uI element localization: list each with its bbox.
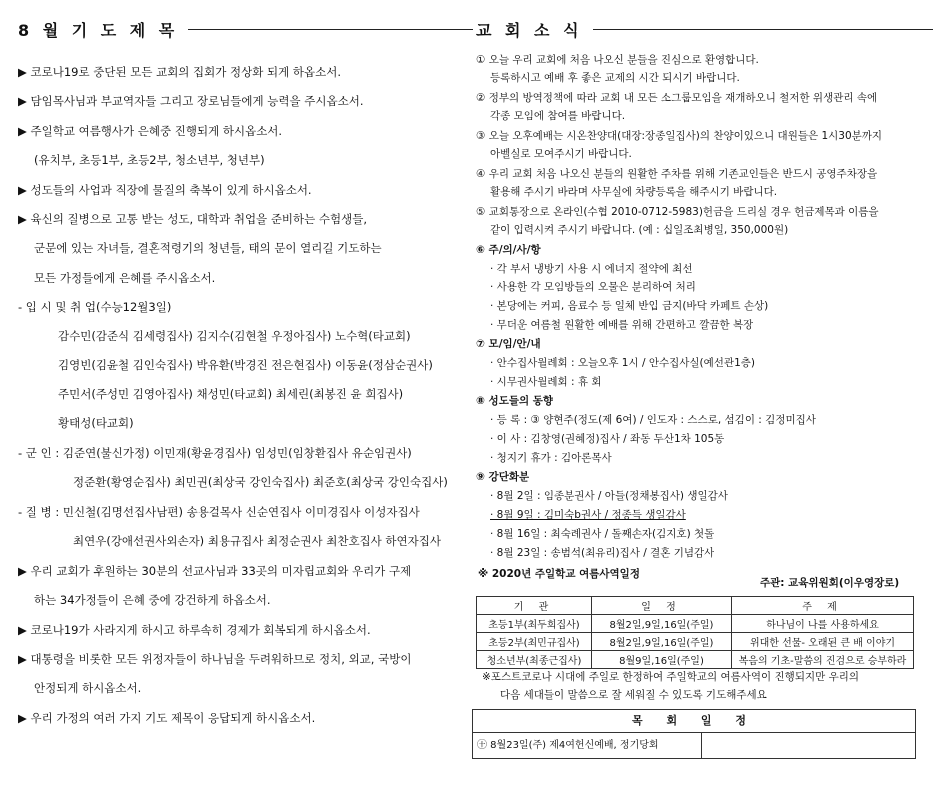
news-line: ⑤ 교회통장으로 온라인(수협 2010-0712-5983)헌금을 드리실 경우 헌금제목과 이름을: [476, 206, 879, 218]
news-line: · 사용한 각 모임방들의 오물은 분리하여 처리: [490, 281, 696, 293]
table-cell: 청소년부(최종근집사): [477, 651, 592, 669]
news-line: · 청지기 휴가 : 김아론목사: [490, 452, 612, 464]
table-row: [477, 615, 914, 633]
news-line: · 이 사 : 김창영(권혜정)집사 / 좌동 두산1차 105동: [490, 433, 725, 445]
news-line: · 본당에는 커피, 음료수 등 일체 반입 금지(바닥 카페트 손상): [490, 300, 769, 312]
news-line: · 등 록 : ③ 양현주(정도(제 6여) / 인도자 : 스스로, 섬김이 : 김정미집사: [490, 414, 816, 426]
table-cell: 복음의 기초-말씀의 진검으로 승부하라: [732, 651, 914, 669]
prayer-header: [18, 18, 473, 41]
ministry-schedule-title: 목 회 일 정: [473, 710, 915, 733]
prayer-line: 군문에 있는 자녀들, 결혼적령기의 청년들, 태의 문이 열리길 기도하는: [34, 241, 382, 255]
prayer-line: 주민서(주성민 김영아집사) 채성민(타교회) 최세린(최봉진 윤 희집사): [58, 387, 404, 401]
news-header: [476, 18, 933, 41]
prayer-title: 8 월 기 도 제 목: [18, 21, 179, 40]
news-line: ③ 오늘 오후예배는 시온찬양대(대장:장종일집사)의 찬양이있으니 대원들은 1시30분까지: [476, 130, 883, 142]
table-cell: 8월2일,9일,16일(주일): [592, 633, 732, 651]
news-title: 교 회 소 식: [476, 21, 583, 40]
ministry-schedule-row: [473, 733, 915, 758]
prayer-line: - 질 병 : 민신철(김명선집사남편) 송용걸목사 신순연집사 이미경집사 이성자집사: [18, 505, 420, 519]
news-line: 등록하시고 예배 후 좋은 교제의 시간 되시기 바랍니다.: [490, 72, 740, 84]
table-row: [477, 633, 914, 651]
prayer-line: - 입 시 및 취 업(수능12월3일): [18, 300, 172, 314]
summer-title: ※ 2020년 주일학교 여름사역일정: [478, 568, 640, 580]
prayer-line: ▶ 코로나19로 중단된 모든 교회의 집회가 정상화 되게 하옵소서.: [18, 65, 341, 79]
prayer-line: 정준환(황영순집사) 최민권(최상국 강인숙집사) 최준호(최상국 강인숙집사): [73, 475, 448, 489]
table-header: 일 정: [592, 597, 732, 615]
table-header: 기 관: [477, 597, 592, 615]
summer-host: 주관: 교육위원회(이우영장로): [760, 577, 900, 589]
prayer-line: ▶ 코로나19가 사라지게 하시고 하루속히 경제가 회복되게 하시옵소서.: [18, 623, 371, 637]
news-line: · 안수집사월례회 : 오늘오후 1시 / 안수집사실(예선관1층): [490, 357, 755, 369]
table-cell: 8월2일,9일,16일(주일): [592, 615, 732, 633]
summer-note: 다음 세대들이 말씀으로 잘 세워질 수 있도록 기도해주세요: [500, 689, 767, 701]
prayer-line: ▶ 우리 가정의 여러 가지 기도 제목이 응답되게 하시옵소서.: [18, 711, 316, 725]
title-rule: [593, 29, 933, 30]
prayer-line: 감수민(감준식 김세령집사) 김지수(김현철 우정아집사) 노수혁(타교회): [58, 329, 411, 343]
summer-note: ※포스트코로나 시대에 주일로 한정하여 주일학교의 여름사역이 진행되지만 우리의: [482, 671, 860, 683]
prayer-line: 안정되게 하시옵소서.: [34, 681, 142, 695]
news-line: 같이 입력시켜 주시기 바랍니다. (예 : 십일조최병일, 350,000원): [490, 224, 789, 236]
prayer-line: 김영빈(김윤철 김인숙집사) 박유환(박경진 전은현집사) 이동윤(정삼순권사): [58, 358, 433, 372]
section-heading: ⑨ 강단화분: [476, 471, 530, 483]
table-cell: 8월9일,16일(주일): [592, 651, 732, 669]
prayer-line: 하는 34가정들이 은혜 중에 강건하게 하옵소서.: [34, 593, 271, 607]
news-line: 각종 모임에 참여를 바랍니다.: [490, 110, 626, 122]
prayer-line: ▶ 우리 교회가 후원하는 30분의 선교사님과 33곳의 미자립교회와 우리가 구제: [18, 564, 412, 578]
news-line: · 무더운 여름철 원활한 예배를 위해 간편하고 깔끔한 복장: [490, 319, 754, 331]
prayer-line: ▶ 성도들의 사업과 직장에 물질의 축복이 있게 하시옵소서.: [18, 183, 312, 197]
news-line: ④ 우리 교회 처음 나오신 분들의 원활한 주차를 위해 기존교인들은 반드시 공영주차장을: [476, 168, 878, 180]
table-cell: 초등1부(최두희집사): [477, 615, 592, 633]
prayer-line: - 군 인 : 김준연(불신가정) 이민재(황윤경집사) 임성민(임창환집사 유순임권사): [18, 446, 412, 460]
news-line: · 8월 16일 : 최숙례권사 / 돌째손자(김지호) 첫돌: [490, 528, 715, 540]
summer-schedule-table: [476, 596, 914, 669]
prayer-line: 황태성(타교회): [58, 416, 134, 430]
table-header: 주 제: [732, 597, 914, 615]
table-cell: 하나님이 나를 사용하세요: [732, 615, 914, 633]
prayer-line: ▶ 담임목사님과 부교역자들 그리고 장로님들에게 능력을 주시옵소서.: [18, 94, 364, 108]
news-line: · 각 부서 냉방기 사용 시 에너지 절약에 최선: [490, 263, 693, 275]
section-heading: ⑦ 모/임/안/내: [476, 338, 541, 350]
news-line: · 8월 2일 : 임종분권사 / 아들(정채봉집사) 생일감사: [490, 490, 728, 502]
ministry-schedule-item: ㊉ 8월23일(주) 제4여헌신예배, 정기당회: [473, 733, 702, 758]
news-line: · 시무권사월례회 : 휴 회: [490, 376, 602, 388]
prayer-line: 모든 가정들에게 은혜를 주시옵소서.: [34, 271, 216, 285]
title-rule: [188, 29, 473, 30]
table-row: [477, 651, 914, 669]
prayer-line: (유치부, 초등1부, 초등2부, 청소년부, 청년부): [34, 153, 265, 167]
section-heading: ⑥ 주/의/사/항: [476, 244, 541, 256]
prayer-line: ▶ 육신의 질병으로 고통 받는 성도, 대학과 취업을 준비하는 수험생들,: [18, 212, 367, 226]
table-header-row: [477, 597, 914, 615]
news-line: · 8월 23일 : 송범석(최유리)집사 / 결혼 기념감사: [490, 547, 715, 559]
prayer-line: ▶ 주일학교 여름행사가 은혜중 진행되게 하시옵소서.: [18, 124, 283, 138]
prayer-line: 최연우(강애선권사외손자) 최용규집사 최정순권사 최찬호집사 하연자집사: [73, 534, 441, 548]
prayer-line: ▶ 대통령을 비롯한 모든 위정자들이 하나님을 두려워하므로 정치, 외교, 국방이: [18, 652, 412, 666]
news-line: ① 오늘 우리 교회에 처음 나오신 분들을 진심으로 환영합니다.: [476, 54, 759, 66]
table-cell: 위대한 선물- 오래된 큰 배 이야기: [732, 633, 914, 651]
ministry-schedule-box: [472, 709, 916, 759]
news-line: · 8월 9일 : 김미숙b권사 / 정종득 생일감사: [490, 509, 686, 521]
news-line: ② 정부의 방역정책에 따라 교회 내 모든 소그룹모임을 재개하오니 철저한 위생관리 속에: [476, 92, 878, 104]
section-heading: ⑧ 성도들의 동향: [476, 395, 554, 407]
news-line: 아벨실로 모여주시기 바랍니다.: [490, 148, 632, 160]
table-cell: 초등2부(최민규집사): [477, 633, 592, 651]
news-line: 활용해 주시기 바라며 사무실에 차량등록을 해주시기 바랍니다.: [490, 186, 778, 198]
